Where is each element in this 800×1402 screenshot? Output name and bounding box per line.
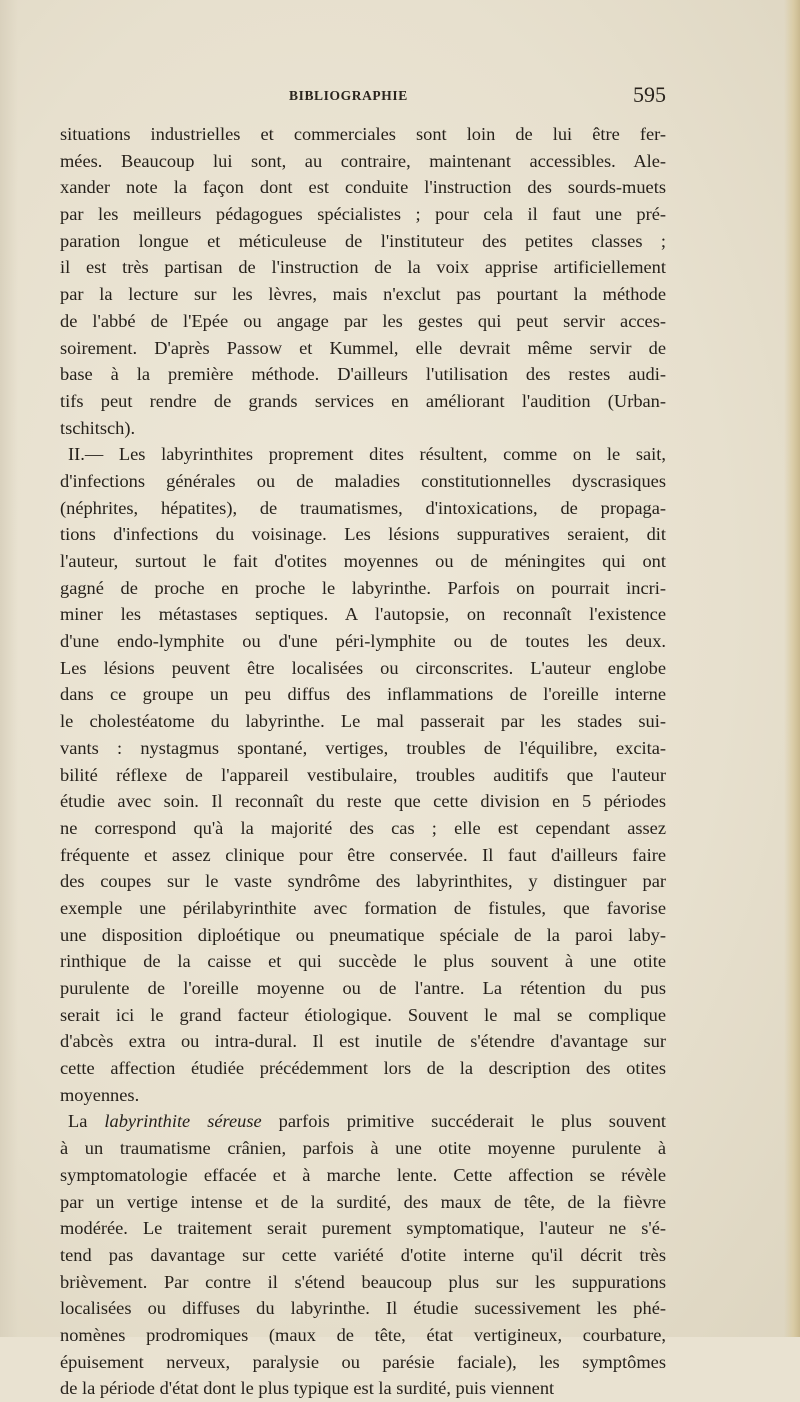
text-line: étudie avec soin. Il reconnaît du reste que cette division en 5 périodes bbox=[60, 791, 666, 812]
text-line: localisées ou diffuses du labyrinthe. Il étudie sucessivement les phé- bbox=[60, 1298, 666, 1319]
text-line: rinthique de la caisse et qui succède le plus souvent à une otite bbox=[60, 951, 666, 972]
text-line: d'une endo-lymphite ou d'une péri-lymphite ou de toutes les deux. bbox=[60, 631, 666, 652]
text-line: des coupes sur le vaste syndrôme des labyrinthites, y distinguer par bbox=[60, 871, 666, 892]
text-line: tend pas davantage sur cette variété d'otite interne qu'il décrit très bbox=[60, 1244, 666, 1265]
text-line: serait ici le grand facteur étiologique. Souvent le mal se complique bbox=[60, 1004, 666, 1025]
text-line bbox=[60, 1108, 666, 1135]
italic-term: labyrinthite séreuse bbox=[104, 1111, 262, 1132]
text-run: parfois primitive succéderait le plus souvent bbox=[261, 1111, 666, 1132]
text-line: base à la première méthode. D'ailleurs l'utilisation des restes audi- bbox=[60, 364, 666, 385]
text-line: xander note la façon dont est conduite l'instruction des sourds-muets bbox=[60, 177, 666, 198]
text-line: Les lésions peuvent être localisées ou circonscrites. L'auteur englobe bbox=[60, 657, 666, 678]
text-line: paration longue et méticuleuse de l'instituteur des petites classes ; bbox=[60, 230, 666, 251]
text-line: par la lecture sur les lèvres, mais n'exclut pas pourtant la méthode bbox=[60, 284, 666, 305]
text-line: vants : nystagmus spontané, vertiges, troubles de l'équilibre, excita- bbox=[60, 737, 666, 758]
text-line: à un traumatisme crânien, parfois à une otite moyenne purulente à bbox=[60, 1138, 666, 1159]
text-line: miner les métastases septiques. A l'autopsie, on reconnaît l'existence bbox=[60, 604, 666, 625]
text-line: mées. Beaucoup lui sont, au contraire, maintenant accessibles. Ale- bbox=[60, 150, 666, 171]
page-edge bbox=[784, 0, 800, 1337]
running-head-title: BIBLIOGRAPHIE bbox=[289, 88, 408, 103]
text-line: tifs peut rendre de grands services en améliorant l'audition (Urban- bbox=[60, 390, 666, 411]
body-text bbox=[60, 121, 666, 1402]
running-head bbox=[60, 84, 666, 110]
text-line: d'infections générales ou de maladies constitutionnelles dyscrasiques bbox=[60, 470, 666, 491]
text-line: de l'abbé de l'Epée ou angage par les gestes qui peut servir acces- bbox=[60, 310, 666, 331]
text-line: modérée. Le traitement serait purement symptomatique, l'auteur ne s'é- bbox=[60, 1218, 666, 1239]
text-line: le cholestéatome du labyrinthe. Le mal passerait par les stades sui- bbox=[60, 711, 666, 732]
text-line: brièvement. Par contre il s'étend beaucoup plus sur les suppurations bbox=[60, 1271, 666, 1292]
text-line: tions d'infections du voisinage. Les lésions suppuratives seraient, dit bbox=[60, 524, 666, 545]
text-line: une disposition diploétique ou pneumatique spéciale de la paroi laby- bbox=[60, 924, 666, 945]
text-line: ne correspond qu'à la majorité des cas ; elle est cependant assez bbox=[60, 817, 666, 838]
page-number: 595 bbox=[633, 82, 666, 107]
text-line: l'auteur, surtout le fait d'otites moyennes ou de méningites qui ont bbox=[60, 551, 666, 571]
text-line: tschitsch). bbox=[60, 417, 136, 438]
text-line: par un vertige intense et de la surdité, des maux de tête, de la fièvre bbox=[60, 1191, 666, 1212]
text-line: soirement. D'après Passow et Kummel, elle devrait même servir de bbox=[60, 337, 666, 358]
text-line: situations industrielles et commerciales sont loin de lui être fer- bbox=[60, 124, 666, 144]
text-line: de la période d'état dont le plus typique est la surdité, puis viennent bbox=[60, 1378, 555, 1399]
text-line: par les meilleurs pédagogues spécialistes ; pour cela il faut une pré- bbox=[60, 204, 666, 225]
text-line: dans ce groupe un peu diffus des inflammations de l'oreille interne bbox=[60, 684, 666, 705]
page-gutter-shadow bbox=[0, 0, 18, 1337]
text-line: (néphrites, hépatites), de traumatismes, d'intoxications, de propaga- bbox=[60, 497, 666, 518]
text-line: nomènes prodromiques (maux de tête, état vertigineux, courbature, bbox=[60, 1324, 666, 1345]
text-line: d'abcès extra ou intra-dural. Il est inutile de s'étendre d'avantage sur bbox=[60, 1031, 666, 1052]
text-line: purulente de l'oreille moyenne ou de l'antre. La rétention du pus bbox=[60, 978, 666, 998]
text-run: La bbox=[68, 1111, 105, 1132]
text-line: bilité réflexe de l'appareil vestibulaire, troubles auditifs que l'auteur bbox=[60, 764, 666, 785]
text-line: il est très partisan de l'instruction de la voix apprise artificiellement bbox=[60, 257, 666, 278]
text-line: épuisement nerveux, paralysie ou parésie faciale), les symptômes bbox=[60, 1351, 666, 1372]
text-line: gagné de proche en proche le labyrinthe. Parfois on pourrait incri- bbox=[60, 577, 666, 598]
text-line: symptomatologie effacée et à marche lente. Cette affection se révèle bbox=[60, 1164, 666, 1185]
text-line: exemple une périlabyrinthite avec formation de fistules, que favorise bbox=[60, 897, 666, 918]
text-line: moyennes. bbox=[60, 1084, 140, 1105]
text-line: II.— Les labyrinthites proprement dites résultent, comme on le sait, bbox=[68, 444, 666, 465]
text-line: cette affection étudiée précédemment lors de la description des otites bbox=[60, 1058, 666, 1079]
text-line: fréquente et assez clinique pour être conservée. Il faut d'ailleurs faire bbox=[60, 844, 666, 865]
